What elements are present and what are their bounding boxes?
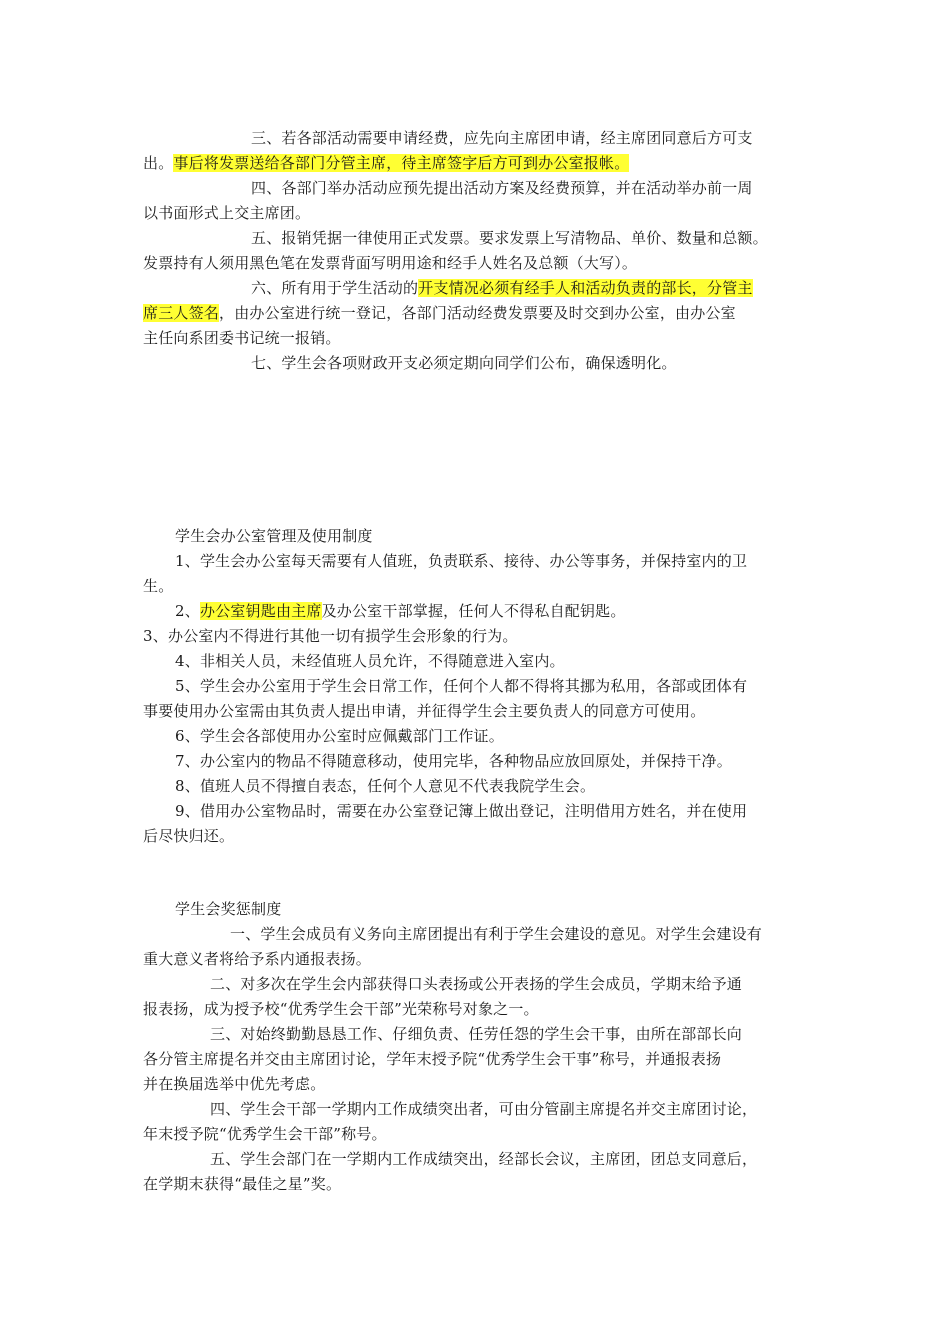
text: 7、办公室内的物品不得随意移动，使用完毕，各种物品应放回原处，并保持干净。 — [175, 752, 732, 770]
rewards-item5-line2 — [0, 1172, 950, 1196]
text: ，由办公室进行统一登记，各部门活动经费发票要及时交到办公室，由办公室 — [219, 304, 736, 322]
rewards-section-title — [0, 897, 950, 921]
text: 后尽快归还。 — [143, 827, 235, 845]
text: 出。 — [143, 154, 174, 172]
text: 生。 — [143, 577, 174, 595]
rewards-item1-line2 — [0, 947, 950, 971]
text: 3、办公室内不得进行其他一切有损学生会形象的行为。 — [143, 627, 518, 645]
text: 8、值班人员不得擅自表态，任何个人意见不代表我院学生会。 — [175, 777, 596, 795]
rewards-item4-line1 — [0, 1097, 950, 1121]
finance-item4-line2 — [0, 201, 950, 225]
text: 事要使用办公室需由其负责人提出申请，并征得学生会主要负责人的同意方可使用。 — [143, 702, 706, 720]
text: 三、对始终勤勤恳恳工作、仔细负责、任劳任怨的学生会干事，由所在部部长向 — [210, 1025, 743, 1043]
office-item1-line1 — [0, 549, 950, 573]
office-item4 — [0, 649, 950, 673]
text: 报表扬，成为授予校“优秀学生会干部”光荣称号对象之一。 — [143, 1000, 539, 1018]
text: 并在换届选举中优先考虑。 — [143, 1075, 326, 1093]
office-item3 — [0, 624, 950, 648]
highlighted-text: 办公室钥匙由主席 — [199, 602, 322, 620]
text: 三、若各部活动需要申请经费，应先向主席团申请，经主席团同意后方可支 — [251, 129, 753, 147]
office-item2 — [0, 599, 950, 623]
finance-item6-line1 — [0, 276, 950, 300]
highlighted-text: 开支情况必须有经手人和活动负责的部长，分管主 — [418, 279, 753, 297]
text: 四、学生会干部一学期内工作成绩突出者，可由分管副主席提名并交主席团讨论， — [210, 1100, 758, 1118]
text: 及办公室干部掌握，任何人不得私自配钥匙。 — [321, 602, 626, 620]
finance-item6-line3 — [0, 326, 950, 350]
office-item9-line1 — [0, 799, 950, 823]
finance-item3-line2 — [0, 151, 950, 175]
text: 年末授予院“优秀学生会干部”称号。 — [143, 1125, 387, 1143]
finance-item4-line1 — [0, 176, 950, 200]
finance-item5-line2 — [0, 251, 950, 275]
text: 在学期末获得“最佳之星”奖。 — [143, 1175, 342, 1193]
highlighted-text: 席三人签名 — [143, 304, 220, 322]
text: 6、学生会各部使用办公室时应佩戴部门工作证。 — [175, 727, 504, 745]
rewards-item1-line1 — [0, 922, 950, 946]
finance-item6-line2 — [0, 301, 950, 325]
text: 重大意义者将给予系内通报表扬。 — [143, 950, 372, 968]
text: 四、各部门举办活动应预先提出活动方案及经费预算，并在活动举办前一周 — [251, 179, 753, 197]
text: 以书面形式上交主席团。 — [143, 204, 311, 222]
highlighted-text: 事后将发票送给各部门分管主席，待主席签字后方可到办公室报帐。 — [173, 154, 630, 172]
text: 4、非相关人员，未经值班人员允许，不得随意进入室内。 — [175, 652, 565, 670]
rewards-item3-line1 — [0, 1022, 950, 1046]
rewards-item2-line2 — [0, 997, 950, 1021]
office-item7 — [0, 749, 950, 773]
text: 学生会办公室管理及使用制度 — [175, 527, 373, 545]
office-item1-line2 — [0, 574, 950, 598]
rewards-item2-line1 — [0, 972, 950, 996]
office-item5-line1 — [0, 674, 950, 698]
office-item8 — [0, 774, 950, 798]
text: 各分管主席提名并交由主席团讨论，学年末授予院“优秀学生会干事”称号，并通报表扬 — [143, 1050, 722, 1068]
text: 1、学生会办公室每天需要有人值班，负责联系、接待、办公等事务，并保持室内的卫 — [175, 552, 748, 570]
finance-item7 — [0, 351, 950, 375]
text: 五、报销凭据一律使用正式发票。要求发票上写清物品、单价、数量和总额。 — [251, 229, 768, 247]
rewards-item3-line2 — [0, 1047, 950, 1071]
text: 七、学生会各项财政开支必须定期向同学们公布，确保透明化。 — [251, 354, 677, 372]
text: 学生会奖惩制度 — [175, 900, 282, 918]
text: 五、学生会部门在一学期内工作成绩突出，经部长会议，主席团，团总支同意后， — [210, 1150, 758, 1168]
text: 9、借用办公室物品时，需要在办公室登记簿上做出登记，注明借用方姓名，并在使用 — [175, 802, 748, 820]
office-item5-line2 — [0, 699, 950, 723]
office-item9-line2 — [0, 824, 950, 848]
rewards-item4-line2 — [0, 1122, 950, 1146]
text: 5、学生会办公室用于学生会日常工作，任何个人都不得将其挪为私用，各部或团体有 — [175, 677, 748, 695]
text: 六、所有用于学生活动的 — [251, 279, 419, 297]
rewards-item3-line3 — [0, 1072, 950, 1096]
rewards-item5-line1 — [0, 1147, 950, 1171]
office-item6 — [0, 724, 950, 748]
text: 二、对多次在学生会内部获得口头表扬或公开表扬的学生会成员，学期末给予通 — [210, 975, 743, 993]
finance-item3-line1 — [0, 126, 950, 150]
text: 发票持有人须用黑色笔在发票背面写明用途和经手人姓名及总额（大写）。 — [143, 254, 638, 272]
text: 一、学生会成员有义务向主席团提出有利于学生会建设的意见。对学生会建设有 — [230, 925, 763, 943]
finance-item5-line1 — [0, 226, 950, 250]
office-section-title — [0, 524, 950, 548]
text: 主任向系团委书记统一报销。 — [143, 329, 341, 347]
text: 2、 — [175, 602, 200, 620]
